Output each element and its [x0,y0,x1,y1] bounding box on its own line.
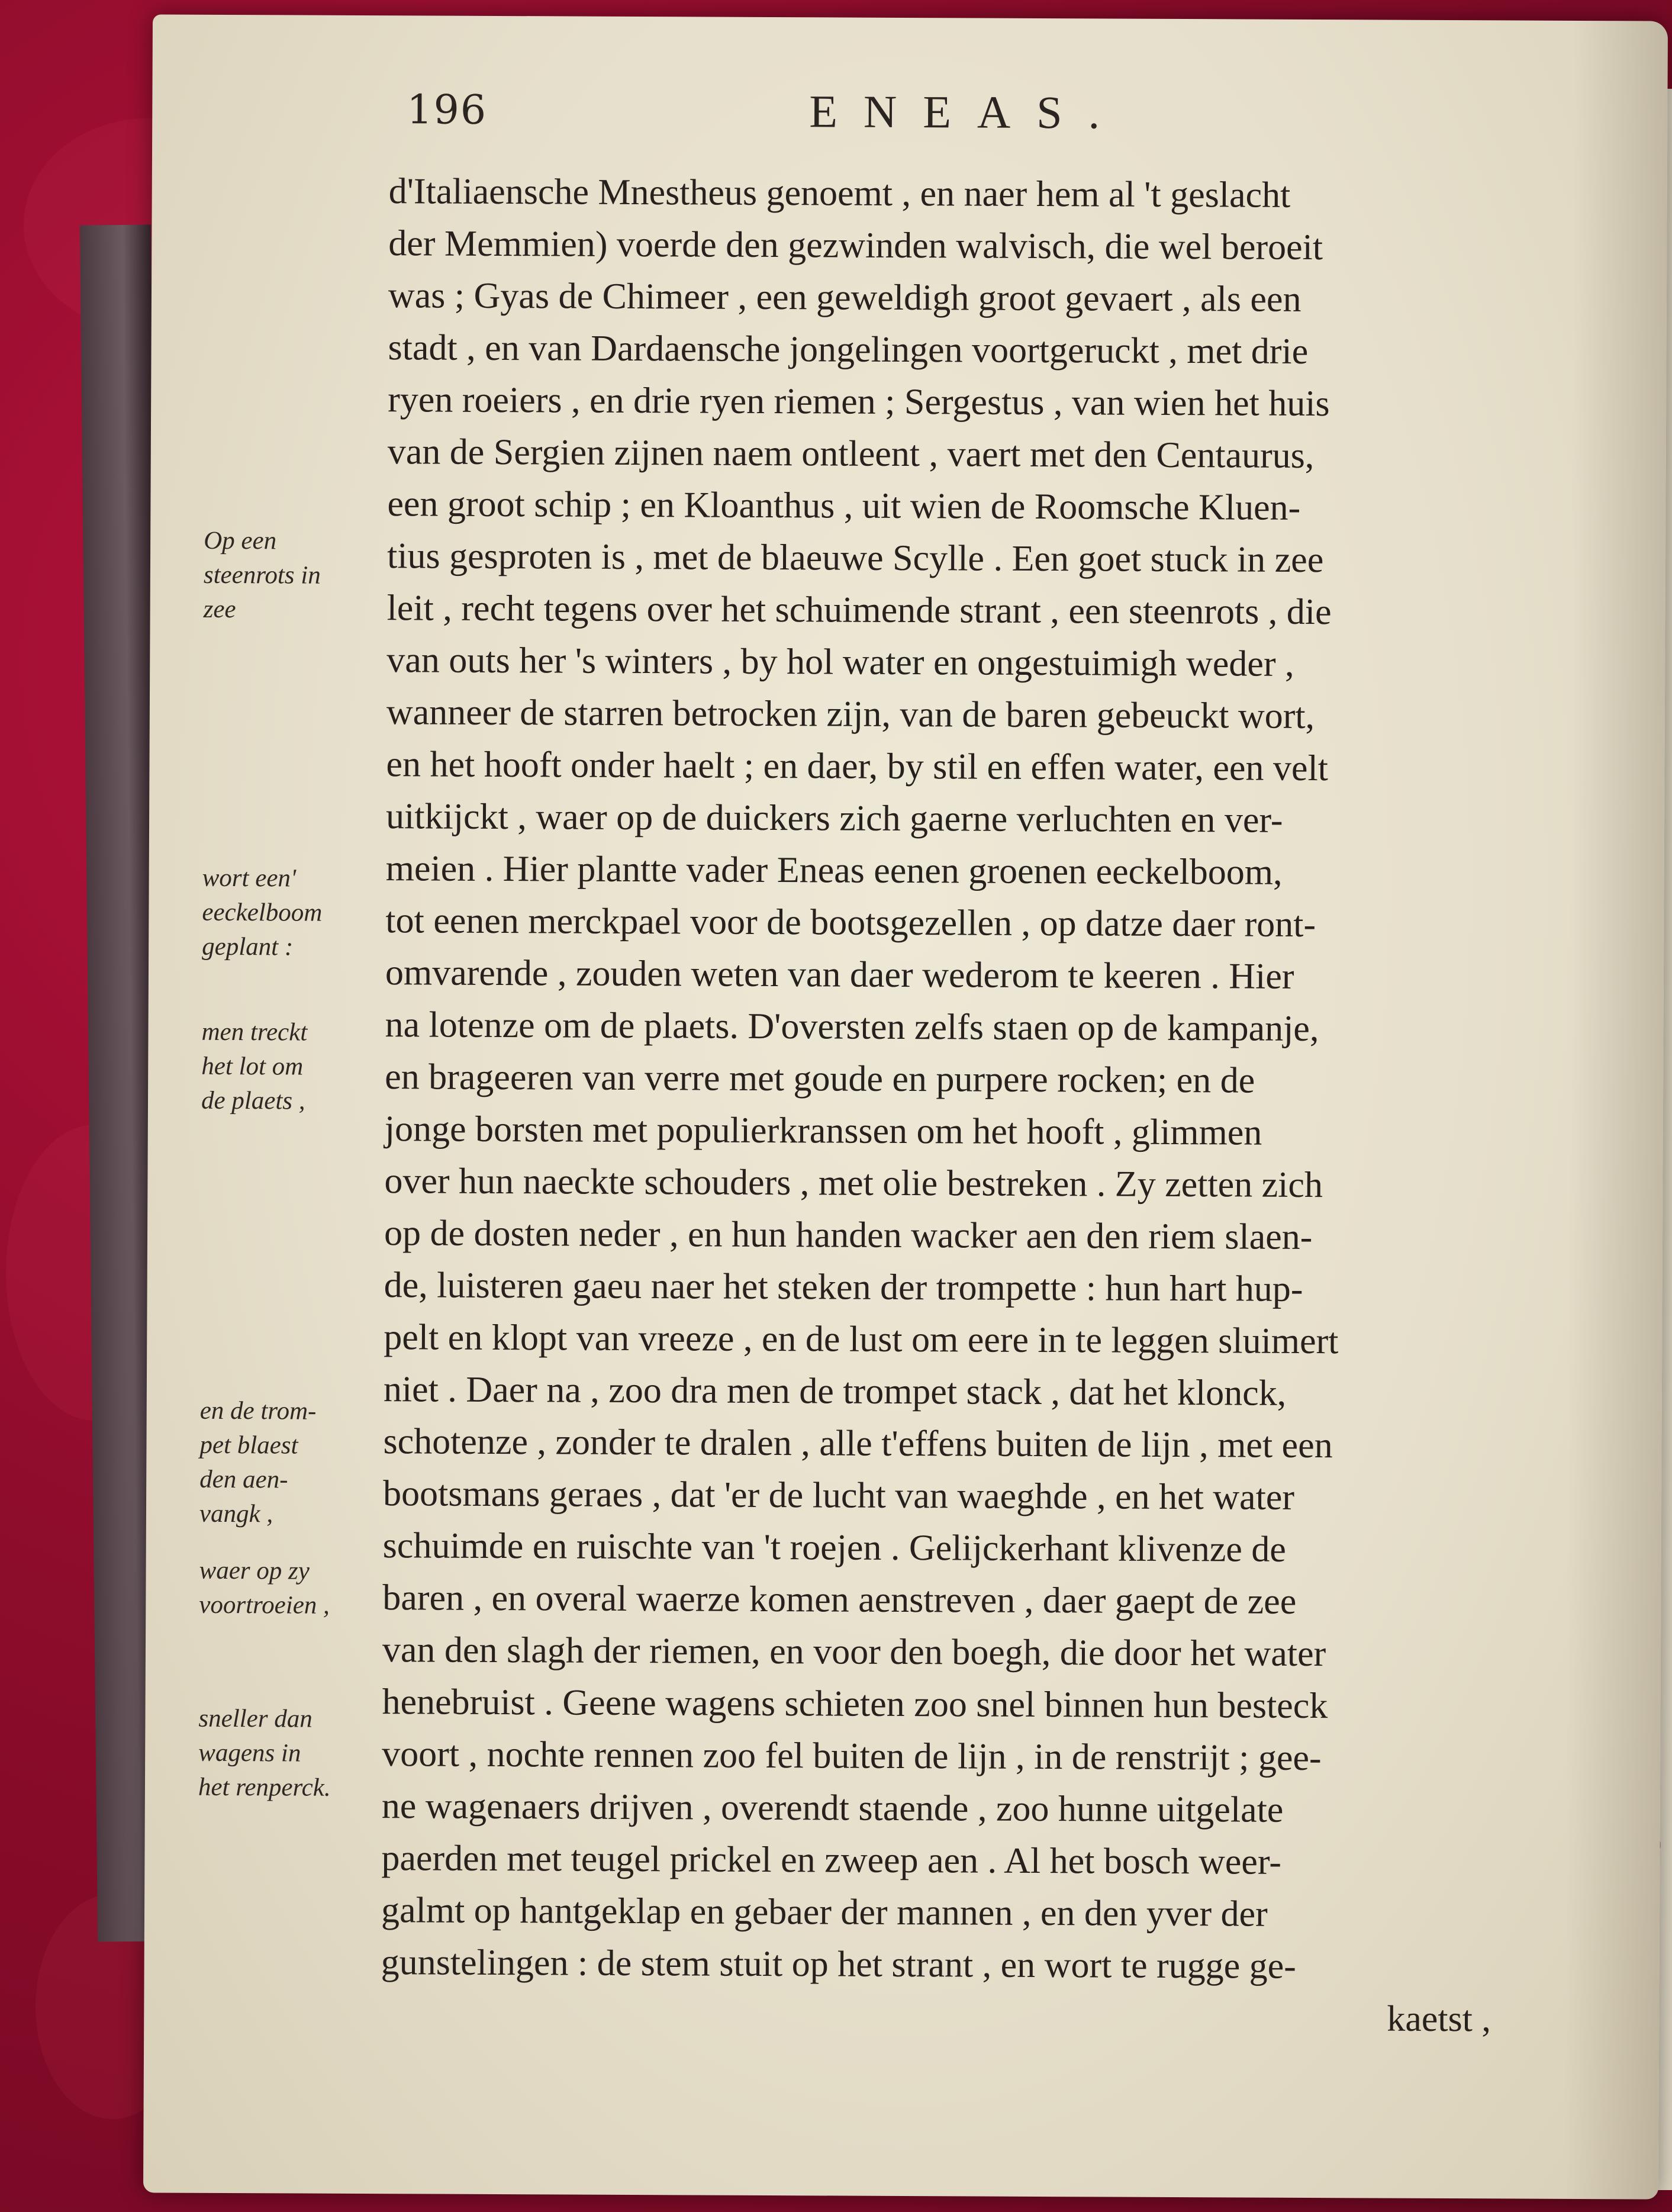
body-line: d'Italiaensche Mnestheus genoemt , en naer hem al 't geslacht [388,171,1291,215]
margin-note [204,524,382,627]
body-line: voort , nochte rennen zoo fel buiten de lijn , in de renstrijt ; gee- [382,1734,1322,1779]
body-line: schotenze , zonder te dralen , alle t'effens buiten de lijn , met een [383,1421,1333,1466]
body-line: van de Sergien zijnen naem ontleent , vaert met den Centaurus, [387,432,1315,476]
body-line: meien . Hier plantte vader Eneas eenen groenen eeckelboom, [385,848,1283,893]
body-line: was ; Gyas de Chimeer , een geweldigh groot gevaert , als een [388,275,1301,320]
running-title: ENEAS. [809,85,1126,139]
body-line: pelt en klopt van vreeze , en de lust om eere in te leggen sluimert [384,1317,1339,1362]
body-line: en brageeren van verre met goude en purpere rocken; en de [385,1057,1255,1101]
margin-note-line: pet blaest [199,1431,298,1460]
body-line: baren , en overal waerze komen aenstreven , daer gaept de zee [382,1577,1297,1622]
body-line: tot eenen merckpael voor de bootsgezellen , op datze daer ront- [385,900,1316,945]
margin-note [198,1702,376,1805]
body-line: een groot schip ; en Kloanthus , uit wien de Roomsche Kluen- [387,484,1301,528]
body-line: na lotenze om de plaets. D'oversten zelfs staen op de kampanje, [385,1004,1319,1049]
margin-note [202,861,380,965]
body-line: over hun naeckte schouders , met olie bestreken . Zy zetten zich [384,1161,1323,1206]
body-line: uitkijckt , waer op de duickers zich gaerne verluchten en ver- [385,796,1283,841]
body-line: niet . Daer na , zoo dra men de trompet stack , dat het klonck, [383,1369,1287,1414]
body-line: jonge borsten met populierkranssen om het hooft , glimmen [384,1109,1262,1153]
body-line: schuimde en ruischte van 't roejen . Gelijckerhant klivenze de [382,1525,1287,1570]
margin-note-line: eeckelboom [202,898,323,927]
margin-note-line: men treckt [201,1018,308,1047]
body-line: paerden met teugel prickel en zweep aen . Al het bosch weer- [381,1838,1282,1882]
margin-note-line: Op een [204,526,277,555]
margin-note-line: voortroeien , [199,1590,330,1619]
margin-note-line: steenrots in [203,561,321,590]
body-line: en het hooft onder haelt ; en daer, by stil en effen water, een velt [386,744,1329,789]
book-page [143,14,1668,2199]
margin-note-line: de plaets , [201,1086,305,1115]
margin-note-line: geplant : [202,932,294,961]
margin-note-line: het lot om [201,1052,304,1081]
body-text [381,166,1632,2101]
body-line: de, luisteren gaeu naer het steken der trompette : hun hart hup- [384,1265,1303,1309]
body-line: galmt op hantgeklap en gebaer der mannen , en den yver der [381,1890,1268,1934]
body-line: van den slagh der riemen, en voor den boegh, die door het water [382,1630,1326,1675]
margin-note-line: den aen- [199,1465,288,1494]
body-line: henebruist . Geene wagens schieten zoo snel binnen hun besteck [382,1682,1328,1727]
body-line: ne wagenaers drijven , overendt staende , zoo hunne uitgelate [381,1786,1284,1830]
margin-note-line: en de trom- [199,1396,317,1425]
margin-note [199,1394,378,1532]
body-line: tius gesproten is , met de blaeuwe Scylle . Een goet stuck in zee [386,536,1324,581]
margin-note-line: waer op zy [199,1556,310,1585]
margin-note [201,1015,379,1119]
body-line: kaetst , [1387,1998,1491,2040]
margin-note-line: wagens in [198,1738,301,1767]
body-line: op de dosten neder , en hun handen wacker aen den riem slaen- [384,1213,1313,1258]
margin-note-line: vangk , [199,1499,273,1528]
body-line: wanneer de starren betrocken zijn, van de baren gebeuckt wort, [386,692,1315,737]
body-line: bootsmans geraes , dat 'er de lucht van waeghde , en het water [382,1473,1295,1518]
body-line: ryen roeiers , en drie ryen riemen ; Sergestus , van wien het huis [388,379,1330,424]
body-line: omvarende , zouden weten van daer wederom te keeren . Hier [385,952,1294,997]
page-number: 196 [407,86,488,134]
body-line: leit , recht tegens over het schuimende strant , een steenrots , die [386,588,1332,633]
margin-note-line: wort een' [202,864,297,893]
body-line: van outs her 's winters , by hol water en ongestuimigh weder , [386,640,1294,684]
body-line: der Memmien) voerde den gezwinden walvisch, die wel beroeit [388,223,1323,268]
margin-note [199,1554,377,1623]
body-line: gunstelingen : de stem stuit op het strant , en wort te rugge ge- [381,1942,1297,1986]
margin-note-line: zee [203,595,236,624]
margin-note-line: het renperck. [198,1773,331,1802]
page-header [407,86,1419,173]
body-line: stadt , en van Dardaensche jongelingen voortgeruckt , met drie [388,327,1309,372]
margin-note-line: sneller dan [198,1704,313,1733]
